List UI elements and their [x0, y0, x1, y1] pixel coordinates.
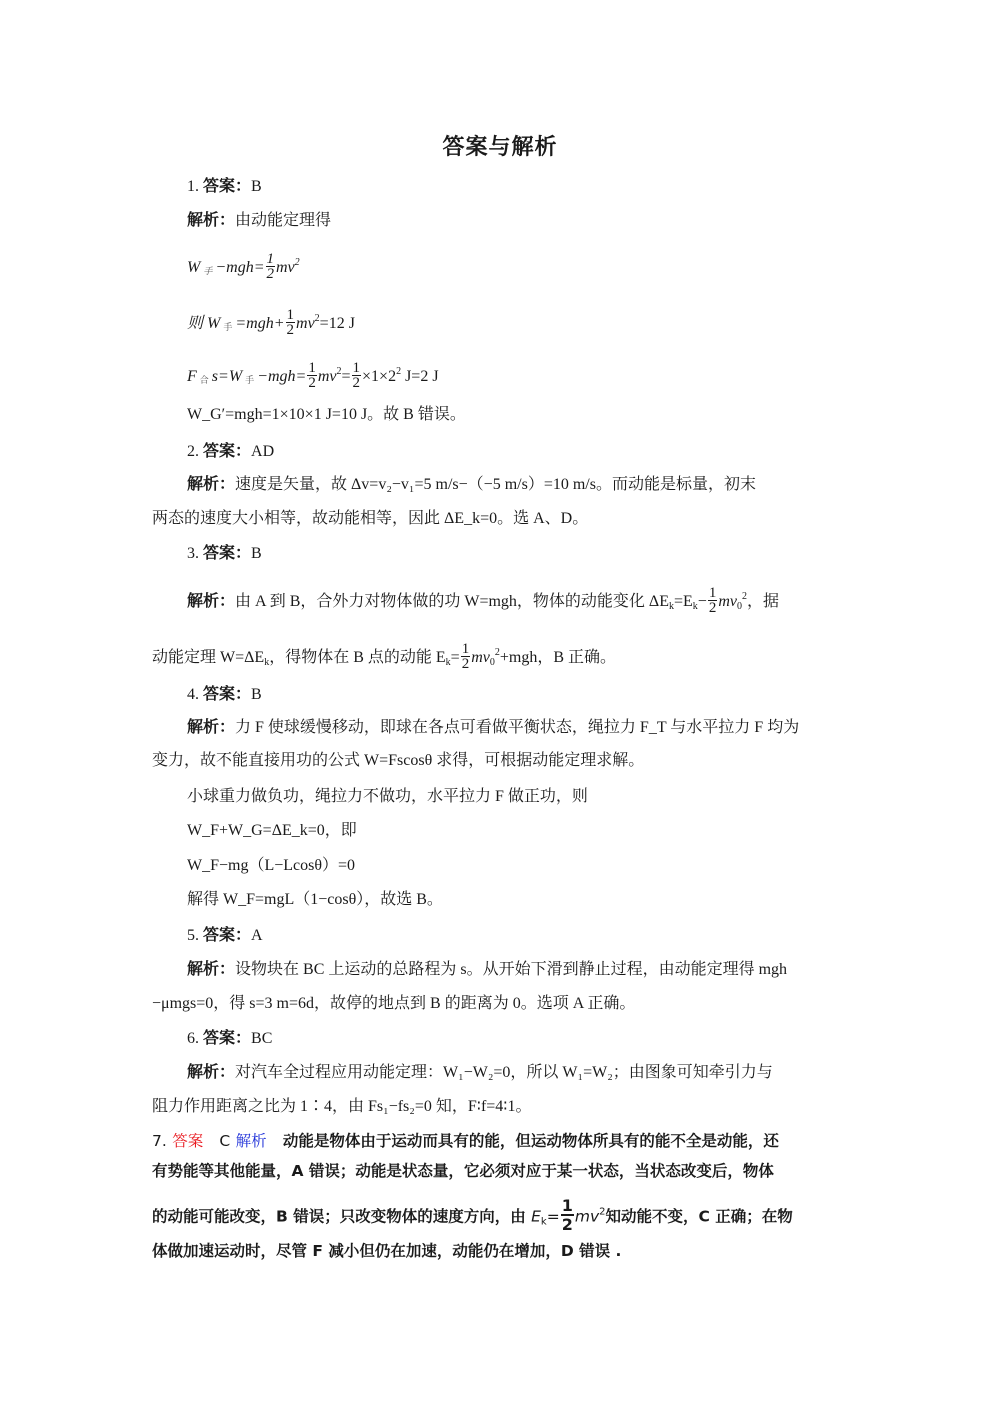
q6-analysis-line-1	[187, 1061, 773, 1084]
exponent: 2	[741, 591, 747, 602]
analysis-label: 解析：	[187, 959, 236, 978]
math-mv: mv	[574, 1207, 600, 1226]
q5-analysis-text: 设物块在 BC 上运动的总路程为 s。从开始下滑到静止过程，由动能定理得 mgh	[235, 961, 788, 978]
numerator: 1	[286, 306, 295, 323]
fraction	[307, 361, 317, 390]
numerator: 1	[308, 359, 316, 376]
q1-analysis-text: 由动能定理得	[235, 212, 332, 229]
eq-term: 则 W	[187, 315, 221, 332]
q1-answer-line	[187, 175, 262, 198]
numerator: 1	[266, 250, 274, 267]
q1-number: 1.	[187, 178, 199, 195]
fraction	[461, 642, 471, 671]
eq-term: mv	[296, 315, 315, 332]
q1-answer: B	[251, 178, 262, 195]
numerator: 1	[352, 359, 361, 376]
q7-analysis-text: 动能是物体由于运动而具有的能，但运动物体所具有的能不全是动能，还	[282, 1132, 779, 1150]
q4-answer-line	[187, 683, 262, 706]
eq-term: =	[341, 368, 351, 385]
eq-term: ×1×2	[362, 368, 397, 385]
denominator: 2	[308, 374, 316, 391]
exponent: 2	[314, 313, 320, 324]
exponent: 2	[336, 366, 342, 377]
fraction	[286, 308, 296, 337]
math-E: E	[531, 1207, 541, 1226]
analysis-label: 解析：	[187, 210, 236, 229]
eq-term: W	[187, 259, 201, 276]
fraction	[708, 586, 718, 615]
q5-answer-line	[187, 924, 263, 947]
q7-answer-label: 答案	[172, 1132, 204, 1150]
q3-analysis-line-1	[187, 586, 779, 618]
numerator: 1	[708, 584, 717, 601]
text-run: mv	[471, 649, 490, 666]
q5-analysis-line-2: −μmgs=0，得 s=3 m=6d，故停的地点到 B 的距离为 0。选项 A 正确。	[152, 995, 636, 1012]
subscript-0: 0	[489, 657, 495, 668]
equals-sign: =	[546, 1207, 560, 1226]
q6-answer-line	[187, 1027, 272, 1050]
eq-term: s=W	[211, 368, 243, 385]
q4-analysis-line-1	[187, 716, 799, 739]
subscript-k: k	[692, 601, 698, 612]
analysis-label: 解析：	[187, 474, 236, 493]
text-run: 由 A 到 B，合外力对物体做的功 W=mgh，物体的动能变化 ΔE	[235, 593, 669, 610]
subscript-k: k	[445, 657, 451, 668]
exponent: 2	[294, 257, 300, 268]
q2-answer: AD	[251, 443, 275, 460]
q3-answer: B	[251, 545, 262, 562]
denominator: 2	[708, 599, 717, 616]
subscript-0: 0	[736, 601, 742, 612]
q2-number: 2.	[187, 443, 199, 460]
denominator: 2	[352, 374, 361, 391]
analysis-label: 解析：	[187, 591, 236, 610]
q2-analysis-text: 速度是矢量，故 Δv=v₂−v₁=5 m/s−（−5 m/s）=10 m/s。而动能是标量，初末	[235, 476, 756, 493]
fraction	[561, 1197, 574, 1233]
exponent: 2	[494, 647, 500, 658]
q7-line-3	[152, 1196, 793, 1235]
text-run: ，据	[746, 593, 779, 610]
q4-analysis-line-6: 解得 W_F=mgL（1−cosθ），故选 B。	[187, 891, 443, 908]
answer-label: 答案：	[203, 925, 252, 944]
exponent: 2	[396, 366, 402, 377]
q7-analysis-label: 解析	[235, 1132, 267, 1150]
denominator: 2	[286, 321, 295, 338]
q1-equation-3	[187, 361, 439, 392]
answer-label: 答案：	[203, 684, 252, 703]
numerator: 1	[561, 1196, 573, 1215]
subscript-k: k	[540, 1216, 547, 1228]
q4-analysis-line-3: 小球重力做负功，绳拉力不做功，水平拉力 F 做正功，则	[187, 788, 588, 805]
q6-analysis-line-2: 阻力作用距离之比为 1∶4，由 Fs₁−fs₂=0 知，F∶f=4∶1。	[152, 1098, 532, 1115]
eq-term: mv	[317, 368, 337, 385]
q2-analysis-line-1	[187, 473, 756, 496]
q6-number: 6.	[187, 1030, 199, 1047]
q2-analysis-line-2: 两态的速度大小相等，故动能相等，因此 ΔE_k=0。选 A、D。	[152, 510, 589, 527]
fraction	[352, 361, 362, 390]
eq-term: =12 J	[319, 315, 355, 332]
q3-analysis-line-2	[152, 642, 616, 674]
text-run: =E	[674, 593, 693, 610]
q3-number: 3.	[187, 545, 199, 562]
answer-label: 答案：	[203, 1028, 252, 1047]
subscript-k: k	[264, 657, 270, 668]
text-run: 知动能不变，C 正确；在物	[605, 1207, 793, 1226]
q6-answer: BC	[251, 1030, 273, 1047]
q3-answer-line	[187, 542, 262, 565]
denominator: 2	[461, 655, 470, 672]
text-run: mv	[718, 593, 737, 610]
eq-term: J=2 J	[401, 368, 439, 385]
answer-label: 答案：	[203, 543, 252, 562]
text-run: −	[697, 593, 707, 610]
answer-label: 答案：	[203, 441, 252, 460]
eq-subscript: 手	[203, 266, 213, 276]
analysis-label: 解析：	[187, 1062, 236, 1081]
text-run: 动能定理 W=ΔE	[152, 649, 265, 666]
q4-answer: B	[251, 686, 262, 703]
eq-subscript: 手	[245, 375, 255, 385]
page-title: 答案与解析	[442, 135, 558, 160]
q1-equation-2	[187, 308, 355, 339]
q4-number: 4.	[187, 686, 199, 703]
q5-answer: A	[251, 927, 263, 944]
q5-number: 5.	[187, 927, 199, 944]
eq-term: −mgh=	[215, 259, 265, 276]
text-run: 的动能可能改变，B 错误；只改变物体的速度方向，由	[152, 1207, 532, 1226]
q7-line-2: 有势能等其他能量，A 错误；动能是状态量，它必须对应于某一状态，当状态改变后，物体	[152, 1162, 774, 1180]
denominator: 2	[561, 1215, 573, 1234]
q1-equation-4: W_G′=mgh=1×10×1 J=10 J。故 B 错误。	[187, 406, 466, 423]
q1-equation-1	[187, 252, 300, 283]
q5-analysis-line-1	[187, 958, 787, 981]
q2-answer-line	[187, 440, 274, 463]
fraction	[266, 252, 276, 281]
eq-subscript: 合	[199, 375, 209, 385]
q7-answer: C	[219, 1132, 231, 1150]
answer-label: 答案：	[203, 176, 252, 195]
q7-line-4: 体做加速运动时，尽管 F 减小但仍在加速，动能仍在增加，D 错误 .	[152, 1242, 622, 1260]
q4-analysis-line-5: W_F−mg（L−Lcosθ）=0	[187, 857, 356, 874]
denominator: 2	[266, 265, 274, 282]
q7-number: 7.	[152, 1132, 167, 1150]
text-run: =	[450, 649, 460, 666]
analysis-label: 解析：	[187, 717, 236, 736]
q4-analysis-text: 力 F 使球缓慢移动，即球在各点可看做平衡状态，绳拉力 F_T 与水平拉力 F 均为	[235, 719, 800, 736]
text-run: +mgh，B 正确。	[499, 649, 616, 666]
q7-line-1	[152, 1130, 779, 1152]
eq-term: −mgh=	[257, 368, 307, 385]
q4-analysis-line-2: 变力，故不能直接用功的公式 W=Fscosθ 求得，可根据动能定理求解。	[152, 752, 645, 769]
eq-term: F	[187, 368, 197, 385]
q4-analysis-line-4: W_F+W_G=ΔE_k=0，即	[187, 822, 357, 839]
q6-analysis-text: 对汽车全过程应用动能定理：W₁−W₂=0，所以 W₁=W₂；由图象可知牵引力与	[235, 1064, 773, 1081]
eq-term: mv	[276, 259, 295, 276]
text-run: ，得物体在 B 点的动能 E	[269, 649, 446, 666]
numerator: 1	[461, 640, 470, 657]
q1-analysis-line	[187, 209, 331, 232]
subscript-k: k	[669, 601, 674, 612]
eq-subscript: 手	[223, 322, 233, 332]
eq-term: =mgh+	[235, 315, 285, 332]
exponent: 2	[599, 1206, 606, 1218]
